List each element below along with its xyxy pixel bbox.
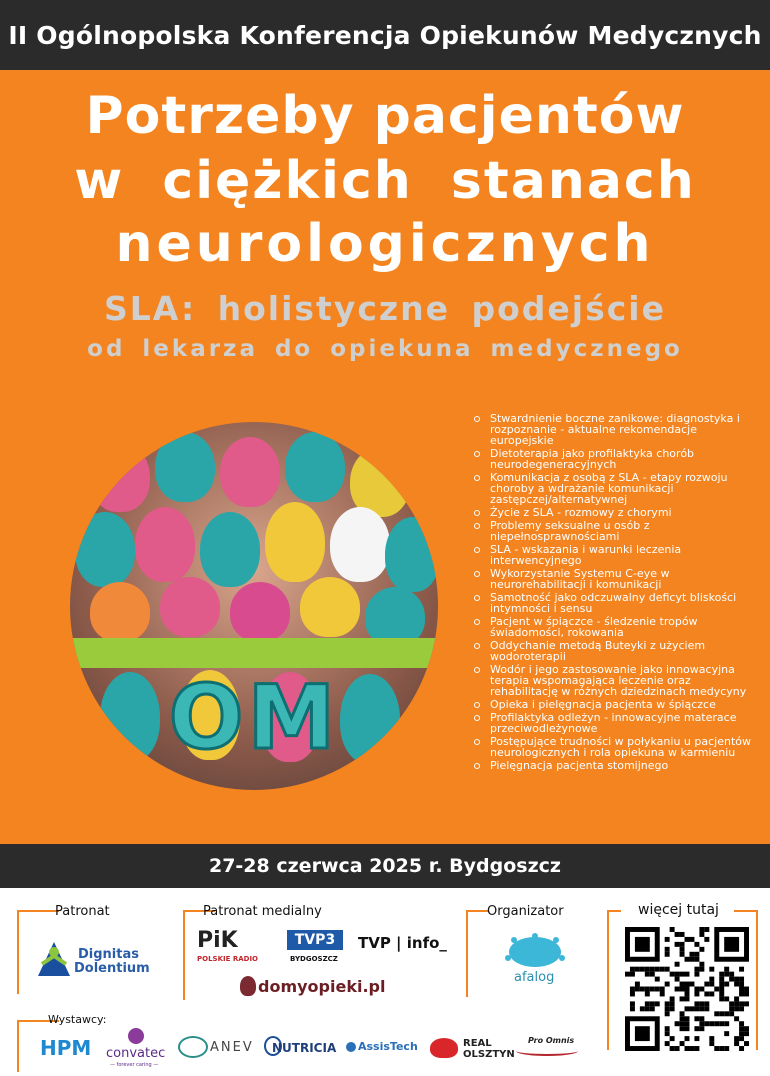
topic-item: Wodór i jego zastosowanie jako innowacyjna terapia wspomagająca leczenie oraz rehabilitację w różnych dziedzinach medycyny: [472, 664, 752, 697]
pro-omnis-logo: [516, 1036, 580, 1060]
nutricia-logo: [264, 1036, 337, 1064]
topic-item: Samotność jako odczuwalny deficyt bliskości intymności i sensu: [472, 592, 752, 614]
tvp-info-logo: TVP | info_: [358, 934, 447, 952]
nutricia-text: NUTRICIA: [272, 1041, 337, 1055]
topic-item: Pacjent w śpiączce - śledzenie tropów świadomości, rokowania: [472, 616, 752, 638]
wystawcy-label: Wystawcy:: [48, 1013, 107, 1026]
organizator-label: Organizator: [487, 904, 564, 919]
anev-swirl-icon: [178, 1036, 208, 1058]
convatec-logo: [106, 1028, 166, 1072]
conference-title: II Ogólnopolska Konferencja Opiekunów Medycznych: [8, 20, 762, 50]
topic-item: Pielęgnacja pacjenta stomijnego: [472, 760, 752, 771]
qr-bracket-right: [756, 910, 758, 1050]
convatec-drop-icon: [128, 1028, 144, 1044]
brain-network-icon: [500, 932, 570, 970]
qr-bracket-left: [607, 910, 617, 1050]
pro-omnis-swoosh-icon: [516, 1046, 578, 1056]
topic-item: Opieka i pielęgnacja pacjenta w śpiączce: [472, 699, 752, 710]
hpm-logo: HPM: [40, 1036, 92, 1060]
pik-logo: PiK: [197, 928, 238, 953]
top-header-bar: [0, 0, 770, 70]
topic-item: Życie z SLA - rozmowy z chorymi: [472, 507, 752, 518]
heart-house-icon: [240, 976, 256, 996]
green-band: [70, 638, 438, 668]
organizator-bracket: [466, 910, 488, 997]
domyopieki-text: domyopieki.pl: [258, 977, 386, 996]
topic-item: SLA - wskazania i warunki leczenia interwencyjnego: [472, 544, 752, 566]
anev-text: ANEV: [210, 1040, 254, 1055]
subtitle-doctor-to-caregiver: od lekarza do opiekuna medycznego: [87, 336, 683, 362]
headline-line-2: w ciężkich stanach: [74, 151, 696, 211]
real-olsztyn-logo: [430, 1036, 515, 1064]
dignitas-figure-icon: [34, 938, 74, 978]
pro-omnis-text: Pro Omnis: [528, 1036, 575, 1045]
event-date-location: 27-28 czerwca 2025 r. Bydgoszcz: [208, 855, 561, 877]
topic-item: Wykorzystanie Systemu C-eye w neurorehabilitacji i komunikacji: [472, 568, 752, 590]
dignitas-dolentium-logo: [34, 938, 164, 978]
dolentium-text: Dolentium: [74, 961, 150, 976]
anev-logo: [178, 1036, 258, 1060]
patronat-medialny-label: Patronat medialny: [203, 904, 322, 919]
convatec-text: convatec: [106, 1046, 166, 1061]
caregivers-photo-circle: [70, 422, 438, 790]
tvp3-bydgoszcz-text: BYDGOSZCZ: [290, 955, 338, 963]
qr-bracket-top-left: [607, 910, 621, 912]
topic-item: Profilaktyka odleżyn - innowacyjne materace przeciwodleżynowe: [472, 712, 752, 734]
heart-icon: [430, 1038, 458, 1058]
polskie-radio-text: POLSKIE RADIO: [197, 955, 259, 963]
topic-item: Postępujące trudności w połykaniu u pacjentów neurologicznych i rola opiekuna w karmieniu: [472, 736, 752, 758]
topics-list: [472, 413, 752, 773]
assistech-dot-icon: [346, 1042, 356, 1052]
assistech-logo: [346, 1040, 420, 1060]
assistech-text: AssisTech: [358, 1040, 418, 1053]
qr-bracket-top-right: [734, 910, 756, 912]
afalog-logo: [500, 932, 570, 986]
headline-line-1: Potrzeby pacjentów: [85, 86, 685, 146]
afalog-text: afalog: [514, 970, 555, 985]
patronat-label: Patronat: [55, 904, 110, 919]
topic-item: Oddychanie metodą Buteyki z użyciem wodoroterapii: [472, 640, 752, 662]
om-badge: OM: [168, 666, 340, 769]
qr-code-icon[interactable]: [625, 927, 749, 1051]
date-bar: [0, 844, 770, 888]
subtitle-sla: SLA: holistyczne podejście: [104, 289, 666, 328]
topic-item: Problemy seksualne u osób z niepełnosprawnościami: [472, 520, 752, 542]
dignitas-text: Dignitas: [78, 947, 139, 962]
topic-item: Dietoterapia jako profilaktyka chorób neurodegeneracyjnych: [472, 448, 752, 470]
topic-item: Komunikacja z osobą z SLA - etapy rozwoju choroby a wdrażanie komunikacji zastępczej/alternatywnej: [472, 472, 752, 505]
wiecej-tutaj-label: więcej tutaj: [638, 902, 719, 918]
topic-item: Stwardnienie boczne zanikowe: diagnostyka i rozpoznanie - aktualne rekomendacje europejskie: [472, 413, 752, 446]
convatec-tagline: — forever caring —: [110, 1062, 159, 1068]
domyopieki-logo: [240, 976, 390, 1000]
headline-line-3: neurologicznych: [115, 214, 655, 274]
real-olsztyn-text: REAL OLSZTYN: [463, 1038, 515, 1060]
tvp3-logo: TVP3: [287, 930, 343, 950]
